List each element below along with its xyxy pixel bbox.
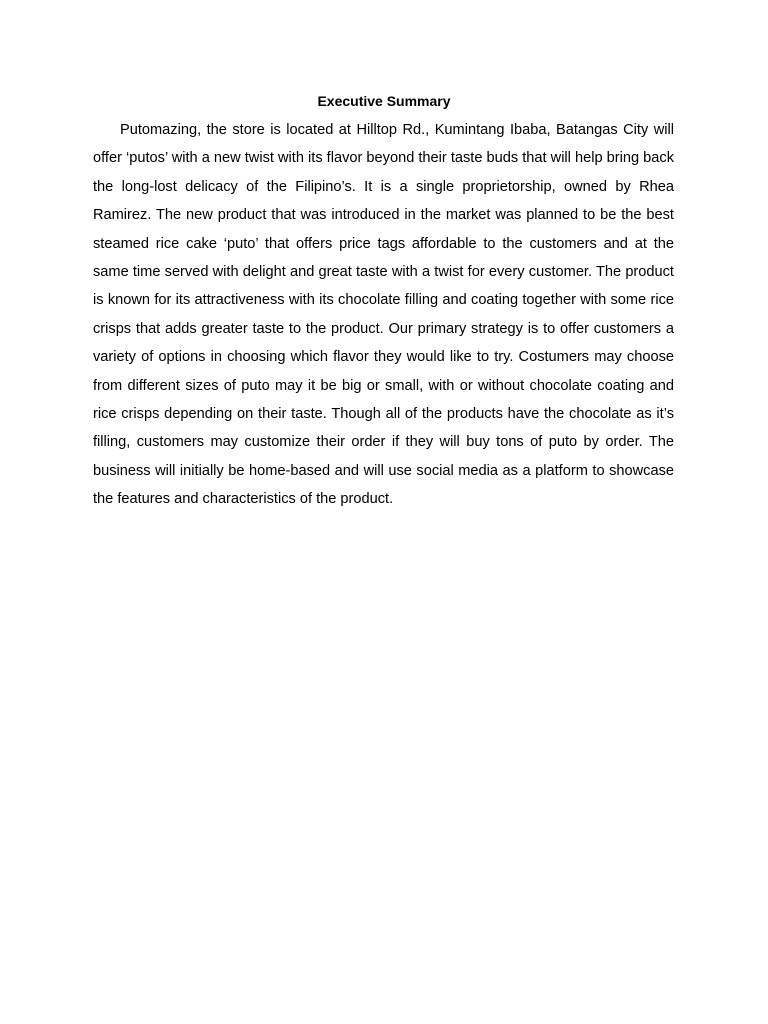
document-title: Executive Summary [317, 93, 451, 109]
summary-paragraph: Putomazing, the store is located at Hilltop Rd., Kumintang Ibaba, Batangas City will offer ‘putos’ with a new twist with its flavor beyond their taste buds that will help bring back the long-lost delicacy of the Filipino’s. It is a single proprietorship, owned by Rhea Ramirez. The new product that was introduced in the market was planned to be the best steamed rice cake ‘puto’ that offers price tags affordable to the customers and at the same time served with delight and great taste with a twist for every customer. The product is known for its attractiveness with its chocolate filling and coating together with some rice crisps that adds greater taste to the product. Our primary strategy is to offer customers a variety of options in choosing which flavor they would like to try. Costumers may choose from different sizes of puto may it be big or small, with or without chocolate coating and rice crisps depending on their taste. Though all of the products have the chocolate as it’s filling, customers may customize their order if they will buy tons of puto by order. The business will initially be home-based and will use social media as a platform to showcase the features and characteristics of the product. [93, 122, 674, 508]
